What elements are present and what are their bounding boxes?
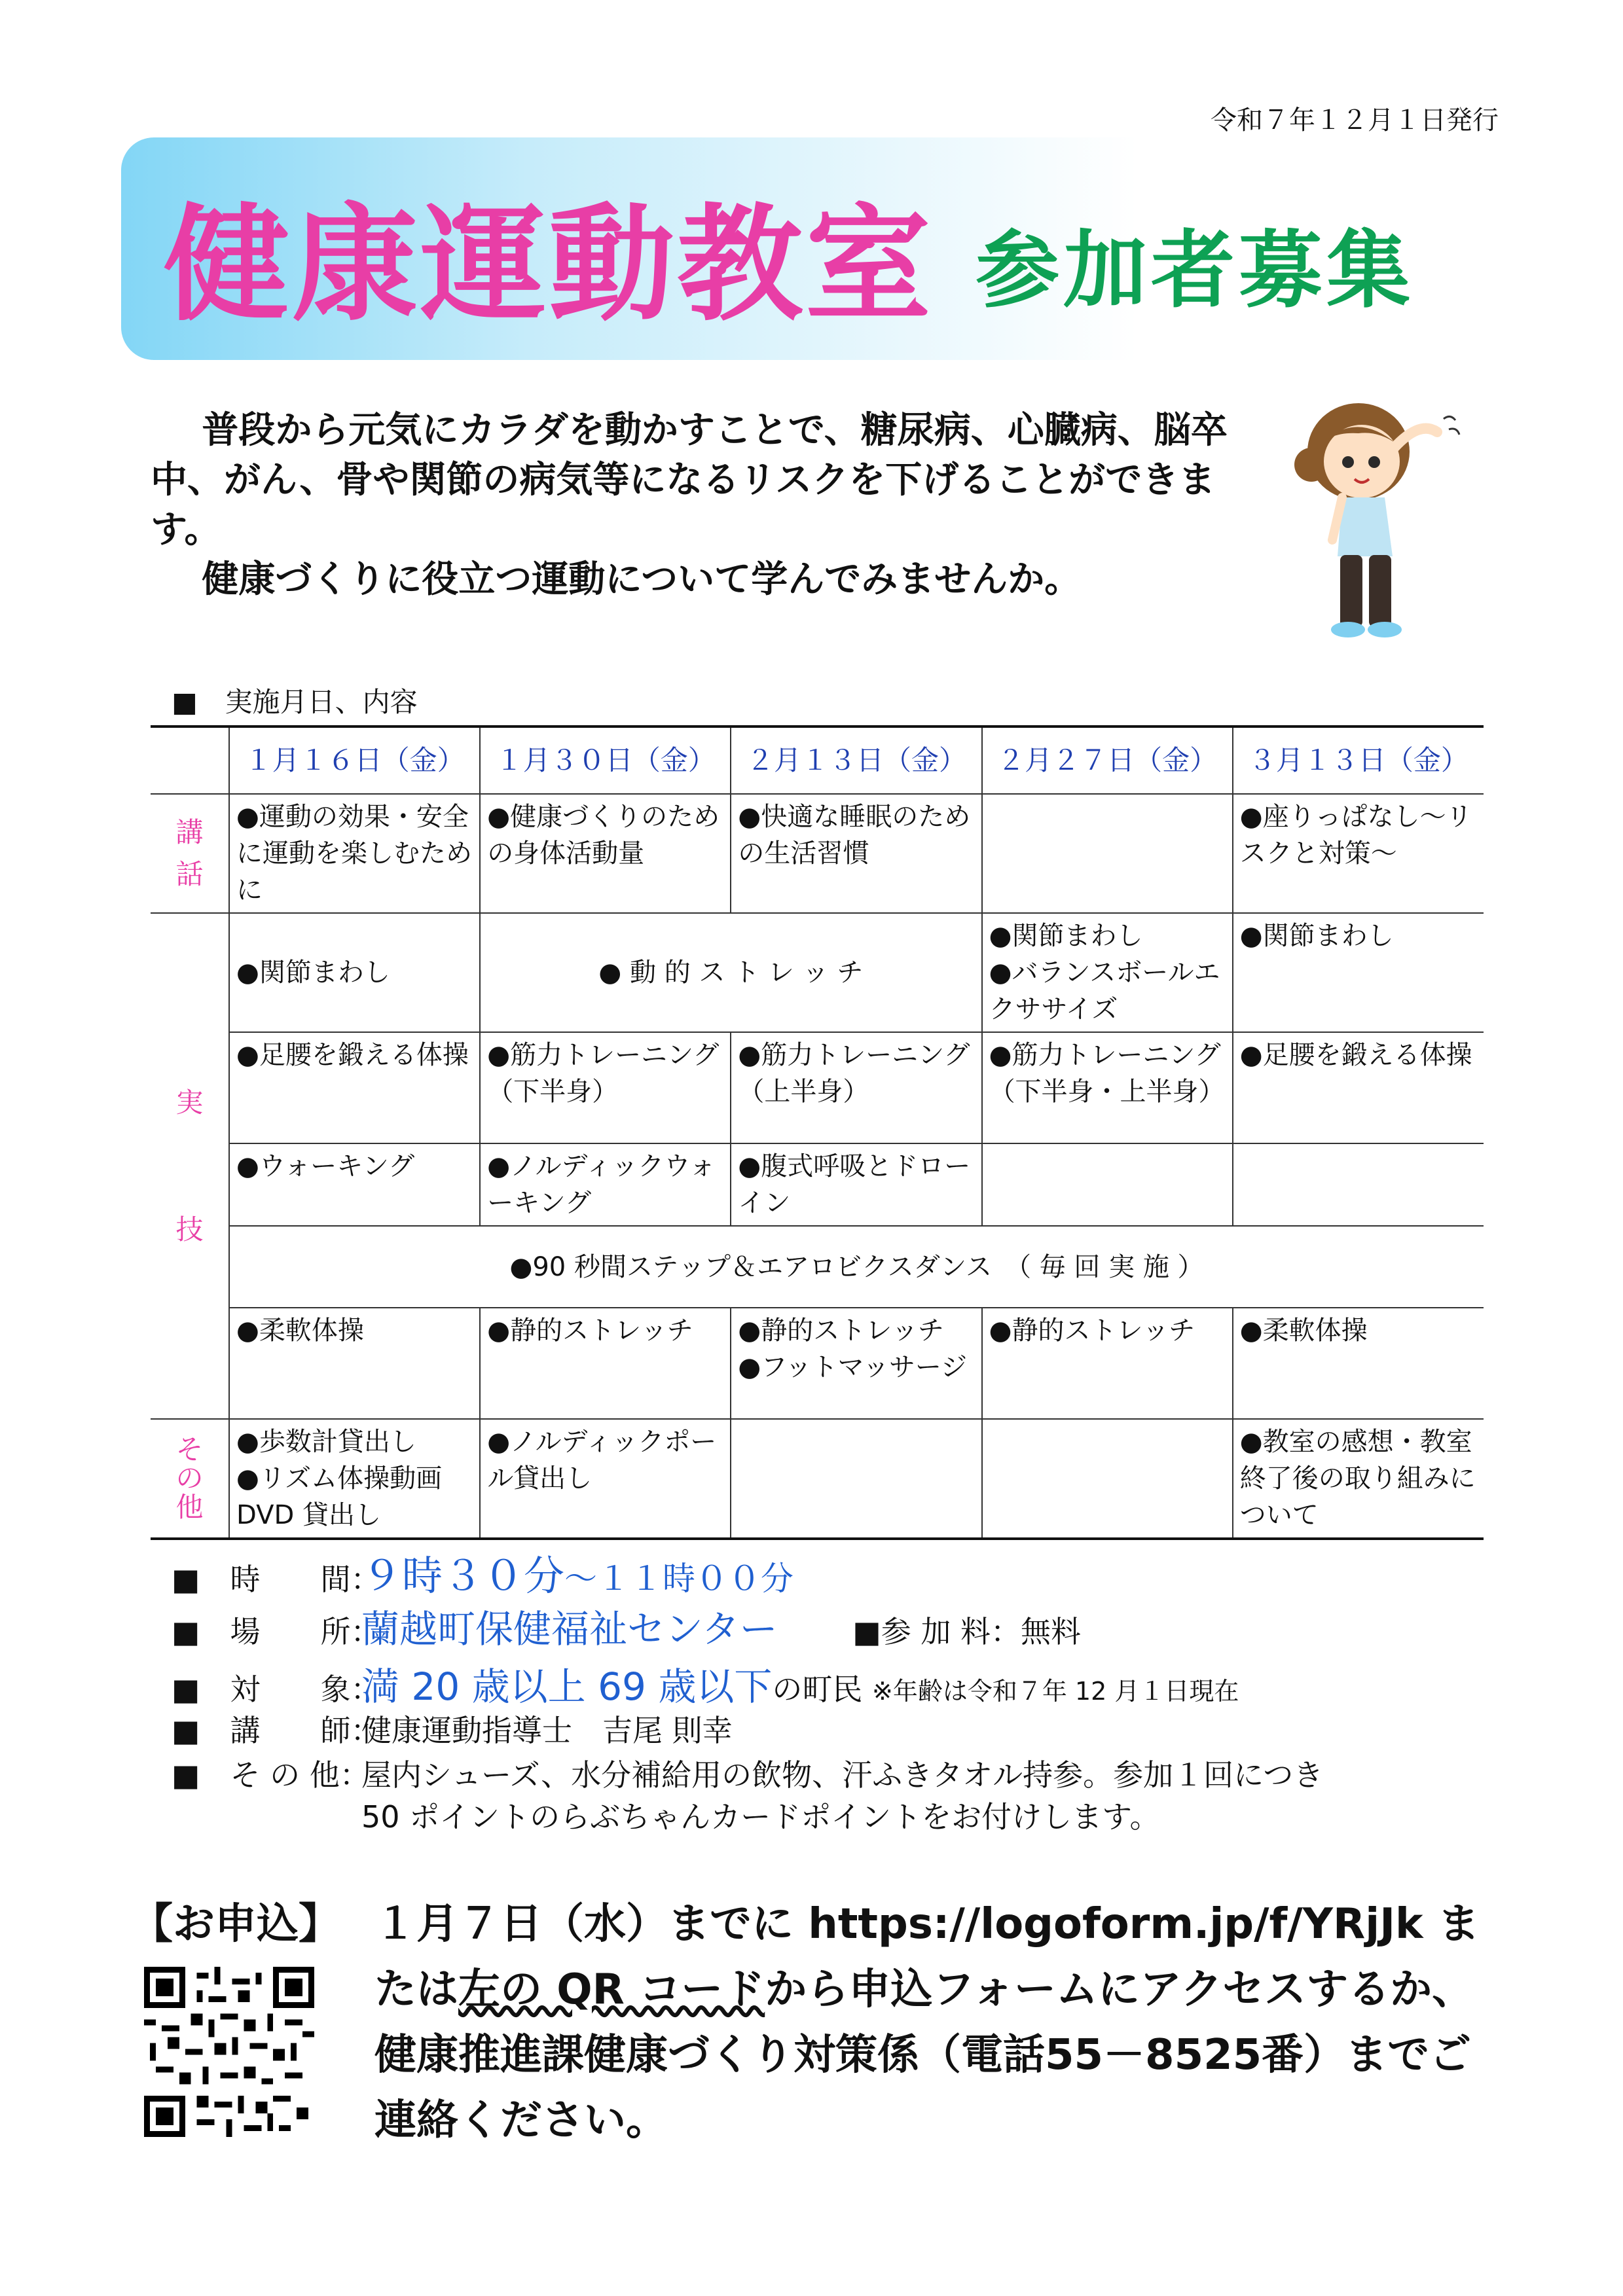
table-row: [151, 1226, 1484, 1308]
table-row: [151, 794, 1484, 913]
category-practice: [151, 913, 229, 1419]
table-cell: ●ウォーキング: [229, 1143, 480, 1226]
table-cell: ●静的ストレッチ ●フットマッサージ: [731, 1308, 981, 1419]
category-lecture: 講 話: [151, 794, 229, 913]
info-label: ■ 場 所：: [172, 1614, 381, 1649]
table-cell-merged: ●90 秒間ステップ＆エアロビクスダンス （ 毎 回 実 施 ）: [229, 1226, 1484, 1308]
table-cell: [982, 1143, 1233, 1226]
corner-cell: [151, 726, 229, 794]
target-value: 満 20 歳以上 69 歳以下: [361, 1664, 773, 1709]
info-label: ■ そ の 他：: [172, 1757, 370, 1793]
category-practice-char-1: 実: [175, 1086, 204, 1119]
time-start: ９時３０分: [361, 1552, 565, 1600]
info-label: ■ 講 師：: [172, 1713, 381, 1748]
table-cell: ●座りっぱなし～リスクと対策～: [1233, 794, 1484, 913]
table-cell: ●静的ストレッチ: [480, 1308, 731, 1419]
table-cell: ●ノルディックウォーキング: [480, 1143, 731, 1226]
info-label: ■ 時 間：: [172, 1562, 381, 1597]
apply-label: 【お申込】: [131, 1900, 340, 1948]
date-header: ２月１３日（金）: [731, 726, 981, 794]
table-cell: ●運動の効果・安全に運動を楽しむために: [229, 794, 480, 913]
info-other: [172, 1751, 1323, 1795]
table-cell: ●腹式呼吸とドローイン: [731, 1143, 981, 1226]
date-header: １月３０日（金）: [480, 726, 731, 794]
apply-text: [374, 1892, 1501, 2153]
table-cell: ●健康づくりのための身体活動量: [480, 794, 731, 913]
qr-code-image[interactable]: [144, 1967, 314, 2137]
target-suffix: の町民: [772, 1672, 863, 1707]
table-cell: ●教室の感想・教室終了後の取り組みについて: [1233, 1419, 1484, 1539]
apply-text-part-1: １月７日（水）までに https://logoform.jp/f/YRjJk または: [374, 1900, 1480, 2014]
table-cell: ●足腰を鍛える体操: [229, 1032, 480, 1143]
table-row: [151, 1308, 1484, 1419]
table-cell: ●筋力トレーニング（上半身）: [731, 1032, 981, 1143]
table-cell: ●歩数計貸出し ●リズム体操動画DVD 貸出し: [229, 1419, 480, 1539]
apply-text-part-2: から申込フォームにアクセスするか、健康推進課健康づくり対策係（電話55－8525番）までご連絡ください。: [374, 1965, 1474, 2145]
page-title: 健康運動教室: [164, 192, 934, 338]
category-other: そ の 他: [151, 1419, 229, 1539]
table-cell: ●静的ストレッチ: [982, 1308, 1233, 1419]
table-cell: ●柔軟体操: [229, 1308, 480, 1419]
page-subtitle: 参加者募集: [976, 222, 1415, 319]
table-row: [151, 1032, 1484, 1143]
exercising-girl-illustration: [1280, 393, 1476, 641]
schedule-heading: ■ 実施月日、内容: [172, 686, 418, 718]
table-cell: ●ノルディックポール貸出し: [480, 1419, 731, 1539]
table-cell: [1233, 1143, 1484, 1226]
intro-text: [151, 406, 1237, 605]
other-value-line-1: 屋内シューズ、水分補給用の飲物、汗ふきタオル持参。参加１回につき: [361, 1757, 1324, 1793]
table-cell: ●関節まわし: [1233, 913, 1484, 1032]
table-row: [151, 1419, 1484, 1539]
target-note: ※年齢は令和７年 12 月１日現在: [871, 1677, 1239, 1706]
instructor-value: 健康運動指導士 吉尾 則幸: [361, 1713, 733, 1748]
table-cell: [982, 1419, 1233, 1539]
issue-date: 令和７年１２月１日発行: [1211, 105, 1499, 135]
info-place: [172, 1598, 1081, 1653]
category-practice-char-2: 技: [175, 1213, 204, 1246]
intro-paragraph-1: 普段から元気にカラダを動かすことで、糖尿病、心臓病、脳卒中、がん、骨や関節の病気等になるリスクを下げることができます。: [151, 409, 1228, 551]
category-spacer: [153, 1124, 226, 1209]
table-cell-merged: ● 動 的 ス ト レ ッ チ: [480, 913, 981, 1032]
table-cell: ●筋力トレーニング（下半身）: [480, 1032, 731, 1143]
schedule-table: [151, 725, 1484, 1540]
table-row: [151, 1143, 1484, 1226]
intro-paragraph-2: 健康づくりに役立つ運動について学んでみませんか。: [202, 558, 1082, 601]
info-label: ■ 対 象：: [172, 1672, 381, 1707]
table-cell: ●足腰を鍛える体操: [1233, 1032, 1484, 1143]
fee-value: ■参 加 料：無料: [852, 1614, 1082, 1649]
table-row: [151, 913, 1484, 1032]
table-cell: ●快適な睡眠のための生活習慣: [731, 794, 981, 913]
time-end: ～１１時００分: [564, 1560, 794, 1598]
table-cell: [982, 794, 1233, 913]
date-header: １月１６日（金）: [229, 726, 480, 794]
table-cell: ●柔軟体操: [1233, 1308, 1484, 1419]
table-cell: ●関節まわし ●バランスボールエクササイズ: [982, 913, 1233, 1032]
info-instructor: [172, 1707, 733, 1750]
place-value: 蘭越町保健福祉センター: [361, 1607, 778, 1651]
table-cell: [731, 1419, 981, 1539]
table-cell: ●関節まわし: [229, 913, 480, 1032]
info-target: [172, 1656, 1239, 1711]
date-header: ３月１３日（金）: [1233, 726, 1484, 794]
apply-text-underlined: 左の QR コード: [458, 1965, 765, 2014]
table-header-row: [151, 726, 1484, 794]
table-cell: ●筋力トレーニング（下半身・上半身）: [982, 1032, 1233, 1143]
other-value-line-2: 50 ポイントのらぶちゃんカードポイントをお付けします。: [361, 1799, 1160, 1835]
date-header: ２月２７日（金）: [982, 726, 1233, 794]
info-time: [172, 1543, 793, 1602]
